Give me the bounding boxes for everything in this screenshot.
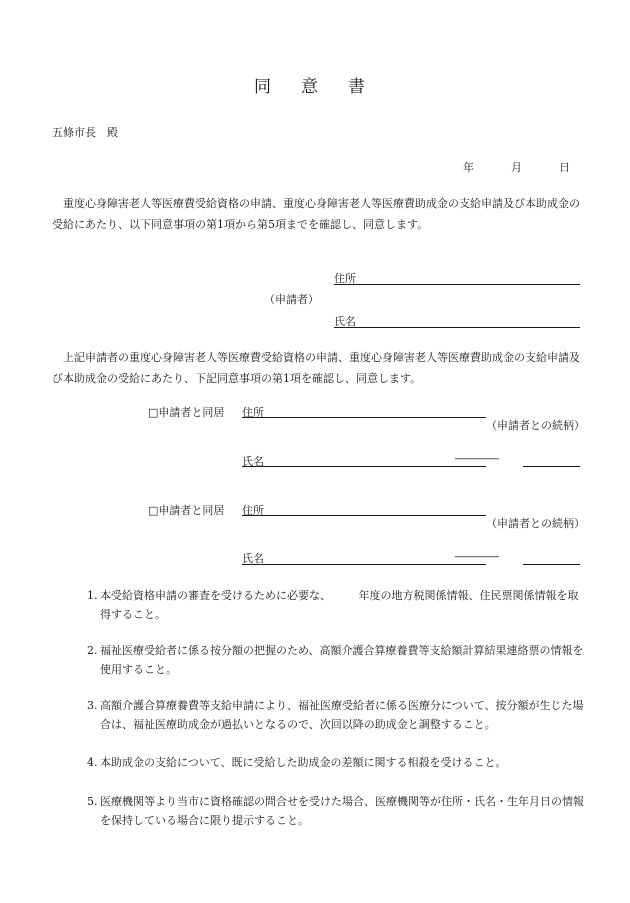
member-relation-field[interactable]: [523, 564, 580, 565]
member-name-dash: ――――: [455, 550, 499, 563]
member-address-field[interactable]: [242, 417, 486, 418]
member-address-label: 住所: [242, 406, 264, 419]
applicant-name-field[interactable]: [334, 327, 580, 328]
member-address-field[interactable]: [242, 515, 486, 516]
member-name-field[interactable]: [242, 564, 486, 565]
member-name-dash: ――――: [455, 452, 499, 465]
applicant-address-label: 住所: [334, 272, 356, 285]
consent-item-number: 2.: [87, 644, 98, 657]
member-name-label: 氏名: [242, 552, 264, 565]
consent-item-text: 本受給資格申請の審査を受けるために必要な、 年度の地方税関係情報、住民票関係情報を取得すること。: [100, 589, 579, 621]
consent-item: [87, 641, 584, 679]
applicant-address-field[interactable]: [334, 284, 580, 285]
member-relation-label: （申請者との続柄）: [486, 419, 585, 432]
date-month-label: 月: [511, 161, 522, 174]
member-address-label: 住所: [242, 504, 264, 517]
date-year-label: 年: [463, 161, 474, 174]
document-title: 同意書: [254, 77, 395, 97]
consent-item-text: 医療機関等より当市に資格確認の問合せを受けた場合、医療機関等が住所・氏名・生年月日の情報を保持している場合に限り提示すること。: [100, 795, 584, 827]
consent-item-text: 高額介護合算療養費等支給申請により、福祉医療受給者に係る医療分について、按分額が生じた場合は、福祉医療助成金が過払いとなるので、次回以降の助成金と調整すること。: [100, 699, 584, 731]
member-relation-label: （申請者との続柄）: [486, 517, 585, 530]
consent-item: [87, 753, 584, 772]
member-name-label: 氏名: [242, 455, 264, 468]
applicant-role-label: （申請者）: [264, 293, 319, 306]
consent-item-text: 福祉医療受給者に係る按分額の把握のため、高額介護合算療養費等支給額計算結果連絡票の情報を使用すること。: [100, 644, 584, 676]
same-household-checkbox-label[interactable]: □申請者と同居: [148, 406, 225, 419]
household-intro-paragraph: 上記申請者の重度心身障害老人等医療費受給資格の申請、重度心身障害老人等医療費助成金の支給申請及び本助成金の受給にあたり、下記同意事項の第1項を確認し、同意します。: [52, 351, 580, 385]
consent-item: [87, 792, 584, 830]
consent-item: [87, 696, 584, 734]
consent-item: [87, 586, 584, 624]
consent-item-number: 4.: [87, 756, 98, 769]
same-household-checkbox-label[interactable]: □申請者と同居: [148, 504, 225, 517]
consent-item-number: 3.: [87, 699, 98, 712]
consent-item-number: 1.: [87, 589, 98, 602]
member-relation-field[interactable]: [523, 466, 580, 467]
applicant-name-label: 氏名: [334, 315, 356, 328]
consent-item-number: 5.: [87, 795, 98, 808]
intro-paragraph: 重度心身障害老人等医療費受給資格の申請、重度心身障害老人等医療費助成金の支給申請及び本助成金の受給にあたり、以下同意事項の第1項から第5項までを確認し、同意します。: [52, 197, 580, 231]
member-name-field[interactable]: [242, 466, 486, 467]
date-day-label: 日: [559, 161, 570, 174]
consent-item-text: 本助成金の支給について、既に受給した助成金の差額に関する相殺を受けること。: [100, 756, 507, 769]
addressee: 五條市長 殿: [52, 126, 118, 139]
